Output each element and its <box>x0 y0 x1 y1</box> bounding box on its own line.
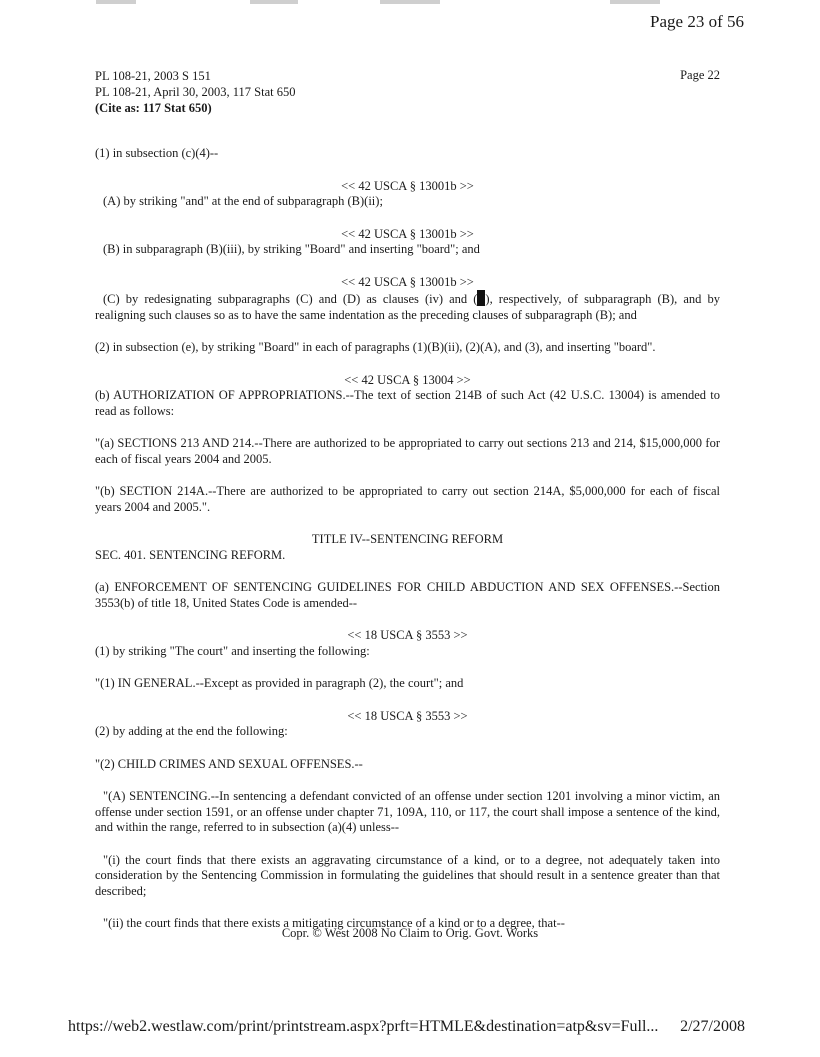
paragraph: (2) by adding at the end the following: <box>95 724 288 738</box>
paragraph-text: (C) by redesignating subparagraphs (C) and (D) as clauses (iv) and ( <box>103 292 478 306</box>
title-heading: TITLE IV--SENTENCING REFORM <box>311 532 504 546</box>
scan-artifact <box>610 0 660 4</box>
paragraph: "(b) SECTION 214A.--There are authorized to be appropriated to carry out section 214A, $5,000,000 for each of fiscal years 2004 and 2005.". <box>95 484 720 514</box>
scan-artifact <box>250 0 298 4</box>
paragraph <box>95 290 720 323</box>
paragraph: (b) AUTHORIZATION OF APPROPRIATIONS.--The text of section 214B of such Act (42 U.S.C. 13004) is amended to read as follows: <box>95 388 720 418</box>
usca-reference: << 18 USCA § 3553 >> <box>347 708 468 723</box>
paragraph: (1) in subsection (c)(4)-- <box>95 146 219 160</box>
section-heading: SEC. 401. SENTENCING REFORM. <box>95 547 286 562</box>
paragraph: (B) in subparagraph (B)(iii), by striking "Board" and inserting "board"; and <box>103 242 480 256</box>
paragraph: "(ii) the court finds that there exists a mitigating circumstance of a kind or to a degree, that-- <box>103 916 565 930</box>
paragraph: "(i) the court finds that there exists an aggravating circumstance of a kind, or to a degree, not adequately taken into consideration by the Sentencing Commission in formulating the guidelines that should result in a sentence greater than that described; <box>95 852 720 898</box>
paragraph-text: ), respectively, of subparagraph (B), and by realigning such clauses so as to have the same indentation as the preceding clauses of subparagraph (B); and <box>95 292 720 322</box>
footer-date: 2/27/2008 <box>680 1018 745 1035</box>
paragraph: (a) ENFORCEMENT OF SENTENCING GUIDELINES FOR CHILD ABDUCTION AND SEX OFFENSES.--Section 3553(b) of title 18, United States Code is amended-- <box>95 580 720 610</box>
header-line2: PL 108-21, April 30, 2003, 117 Stat 650 <box>95 85 296 99</box>
document-header <box>95 68 495 116</box>
scan-artifact <box>96 0 136 4</box>
header-page-label: Page 22 <box>680 68 720 82</box>
paragraph: "(A) SENTENCING.--In sentencing a defendant convicted of an offense under section 1201 involving a minor victim, an offense under section 1591, or an offense under chapter 71, 109A, 110, or 117, the court shall impose a sentence of the kind, and within the range, referred to in subsection (a)(4) unless-- <box>95 789 720 834</box>
usca-reference: << 42 USCA § 13001b >> <box>341 226 474 241</box>
usca-reference: << 42 USCA § 13004 >> <box>344 372 471 387</box>
usca-reference: << 18 USCA § 3553 >> <box>347 628 468 642</box>
paragraph: (A) by striking "and" at the end of subparagraph (B)(ii); <box>103 194 383 208</box>
usca-reference: << 42 USCA § 13001b >> <box>341 274 474 289</box>
document-body <box>95 146 720 932</box>
footer-url: https://web2.westlaw.com/print/printstream.aspx?prft=HTMLE&destination=atp&sv=Full... <box>68 1018 659 1035</box>
header-line1: PL 108-21, 2003 S 151 <box>95 69 211 83</box>
paragraph: (2) in subsection (e), by striking "Board" in each of paragraphs (1)(B)(ii), (2)(A), and (3), and inserting "board". <box>95 340 656 354</box>
usca-reference: << 42 USCA § 13001b >> <box>341 178 474 193</box>
paragraph: (1) by striking "The court" and inserting the following: <box>95 643 370 658</box>
paragraph: "(1) IN GENERAL.--Except as provided in paragraph (2), the court"; and <box>95 676 464 690</box>
copyright-notice: Copr. © West 2008 No Claim to Orig. Govt. Works <box>281 926 539 940</box>
paragraph: "(2) CHILD CRIMES AND SEXUAL OFFENSES.-- <box>95 756 363 771</box>
header-cite: (Cite as: 117 Stat 650) <box>95 101 212 115</box>
page-number: Page 23 of 56 <box>650 12 744 31</box>
scan-artifact <box>380 0 440 4</box>
paragraph: "(a) SECTIONS 213 AND 214.--There are authorized to be appropriated to carry out sections 213 and 214, $15,000,000 for each of fiscal years 2004 and 2005. <box>95 436 720 466</box>
